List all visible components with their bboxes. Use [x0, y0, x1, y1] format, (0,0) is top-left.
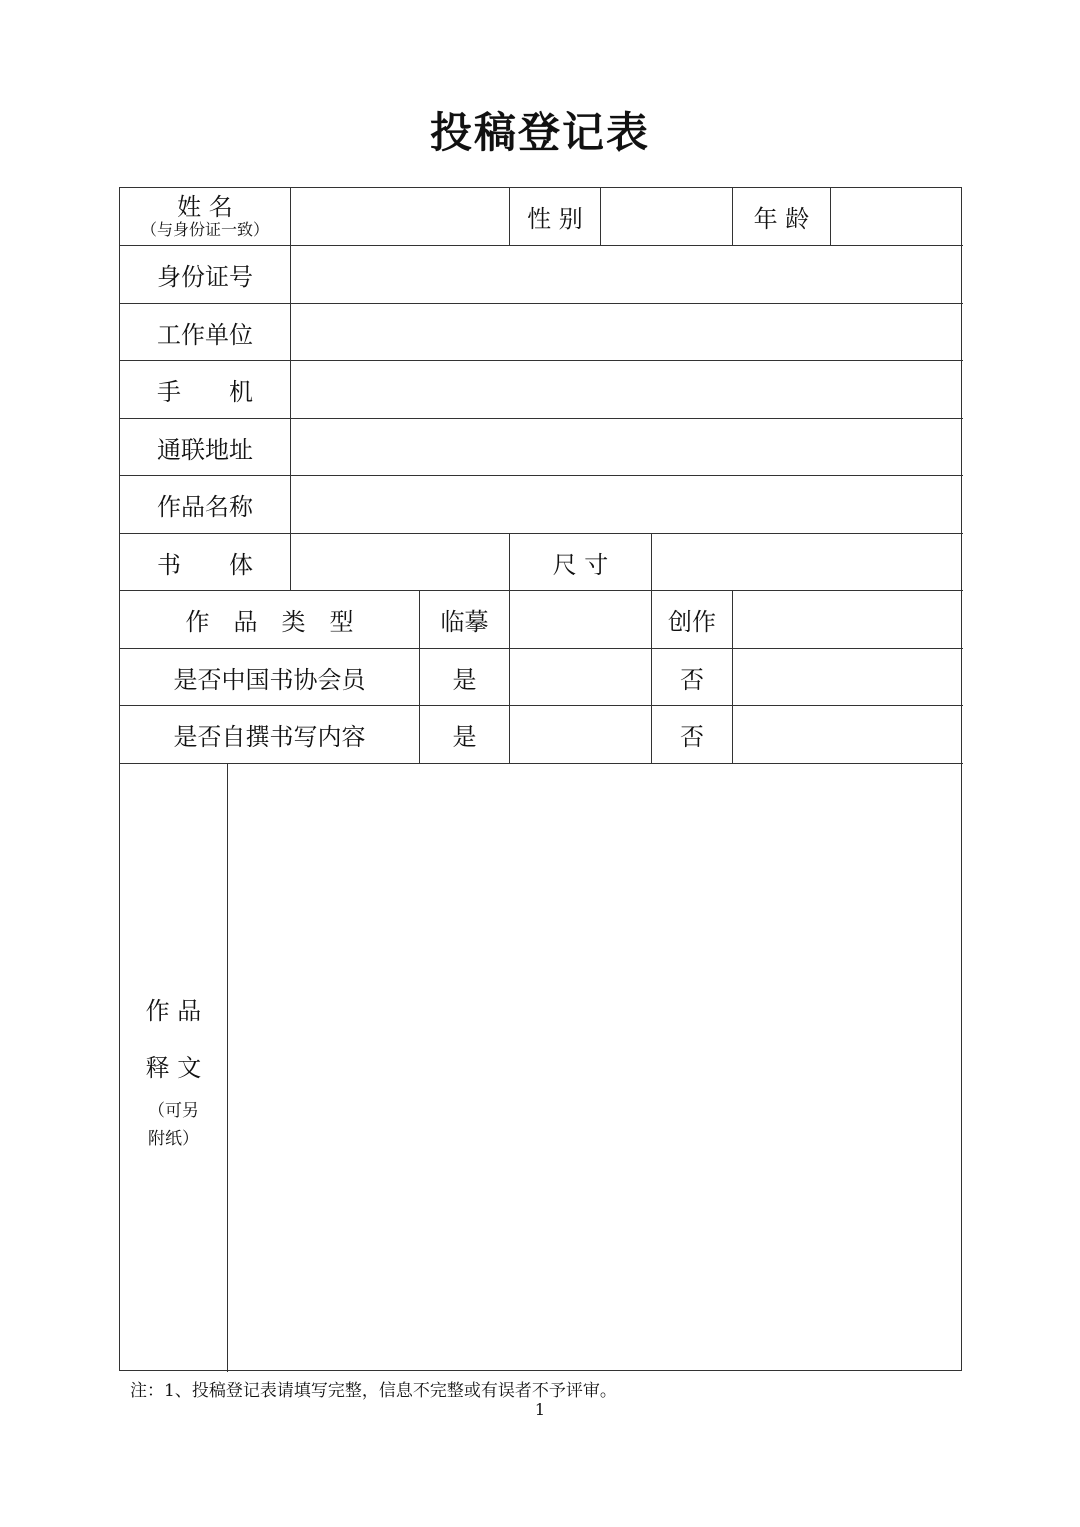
work-unit-field[interactable] — [291, 304, 963, 360]
age-field[interactable] — [831, 188, 963, 245]
work-text-label-2: 释 文 — [145, 1054, 202, 1082]
gender-label: 性 别 — [527, 205, 583, 233]
member-yes-checkbox[interactable] — [510, 649, 651, 705]
create-checkbox[interactable] — [733, 591, 963, 648]
work-text-sub-2: 附纸） — [148, 1129, 199, 1149]
member-no-label: 否 — [680, 665, 704, 694]
work-type-label: 作 品 类 型 — [185, 608, 354, 636]
copy-label: 临摹 — [440, 608, 489, 636]
self-authored-label: 是否自撰书写内容 — [173, 723, 366, 751]
name-sub-label: （与身份证一致） — [140, 219, 269, 239]
self-no-label: 否 — [680, 723, 704, 751]
footnote: 注：1、投稿登记表请填写完整，信息不完整或有误者不予评审。 — [130, 1381, 617, 1401]
name-label: 姓 名 — [177, 192, 233, 221]
self-yes-label: 是 — [452, 723, 477, 751]
create-label: 创作 — [668, 608, 716, 636]
work-text-label-cell — [120, 764, 227, 1372]
gender-field[interactable] — [601, 188, 732, 245]
member-no-checkbox[interactable] — [733, 649, 963, 705]
size-label: 尺 寸 — [552, 550, 609, 579]
work-title-field[interactable] — [291, 476, 963, 533]
copy-checkbox[interactable] — [510, 591, 651, 648]
address-field[interactable] — [291, 419, 963, 475]
member-label: 是否中国书协会员 — [173, 665, 366, 694]
work-title-label: 作品名称 — [157, 493, 253, 521]
work-text-sub-1: （可另 — [148, 1101, 199, 1121]
script-field[interactable] — [291, 534, 509, 590]
page-number: 1 — [534, 1400, 546, 1419]
age-label: 年 龄 — [753, 205, 810, 233]
self-no-checkbox[interactable] — [733, 706, 963, 763]
size-field[interactable] — [652, 534, 963, 590]
address-label: 通联地址 — [157, 435, 253, 464]
id-field[interactable] — [291, 246, 963, 303]
id-label: 身份证号 — [157, 263, 253, 291]
work-text-field[interactable] — [228, 764, 963, 1372]
phone-field[interactable] — [291, 361, 963, 418]
form-title: 投稿登记表 — [429, 108, 650, 157]
name-label-cell — [120, 188, 290, 245]
phone-label: 手 机 — [157, 378, 253, 406]
name-field[interactable] — [291, 188, 509, 245]
self-yes-checkbox[interactable] — [510, 706, 651, 763]
registration-form — [119, 187, 962, 1371]
work-text-label-1: 作 品 — [145, 997, 202, 1025]
work-unit-label: 工作单位 — [157, 320, 253, 349]
script-label: 书 体 — [157, 550, 253, 579]
member-yes-label: 是 — [452, 665, 477, 694]
